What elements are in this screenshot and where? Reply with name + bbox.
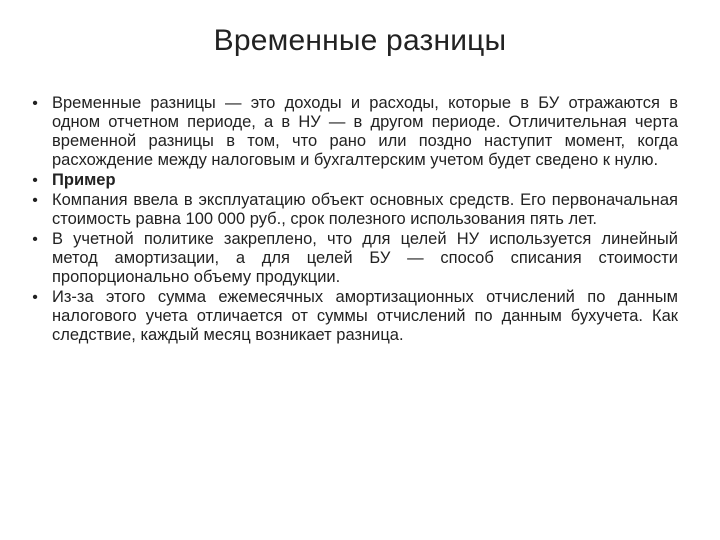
slide-title: Временные разницы — [213, 24, 507, 57]
bullet-text: В учетной политике закреплено, что для целей НУ используется линейный метод амортизации, а для целей БУ — способ списания стоимости пропорционально объему продукции. — [52, 230, 678, 286]
bullet-marker: • — [32, 95, 38, 112]
bullet-item-example-heading — [28, 171, 678, 190]
bullet-text: Пример — [52, 171, 116, 189]
bullet-item-policy — [28, 230, 678, 287]
bullet-item-definition — [28, 94, 678, 170]
bullet-item-asset — [28, 191, 678, 229]
bullet-marker: • — [32, 231, 38, 248]
bullet-marker: • — [32, 172, 38, 189]
bullet-marker: • — [32, 192, 38, 209]
bullet-text: Из-за этого сумма ежемесячных амортизационных отчислений по данным налогового учета отличается от суммы отчислений по данным бухучета. Как следствие, каждый месяц возникает разница. — [52, 288, 678, 344]
bullet-text: Компания ввела в эксплуатацию объект основных средств. Его первоначальная стоимость равна 100 000 руб., срок полезного использования пять лет. — [52, 191, 678, 228]
bullet-marker: • — [32, 289, 38, 306]
bullet-list — [28, 94, 678, 346]
bullet-text: Временные разницы — это доходы и расходы, которые в БУ отражаются в одном отчетном периоде, а в НУ — в другом периоде. Отличительная черта временной разницы в том, что рано или поздно наступит момент, когда расхождение между налоговым и бухгалтерским учетом будет сведено к нулю. — [52, 94, 678, 169]
bullet-item-consequence — [28, 288, 678, 345]
